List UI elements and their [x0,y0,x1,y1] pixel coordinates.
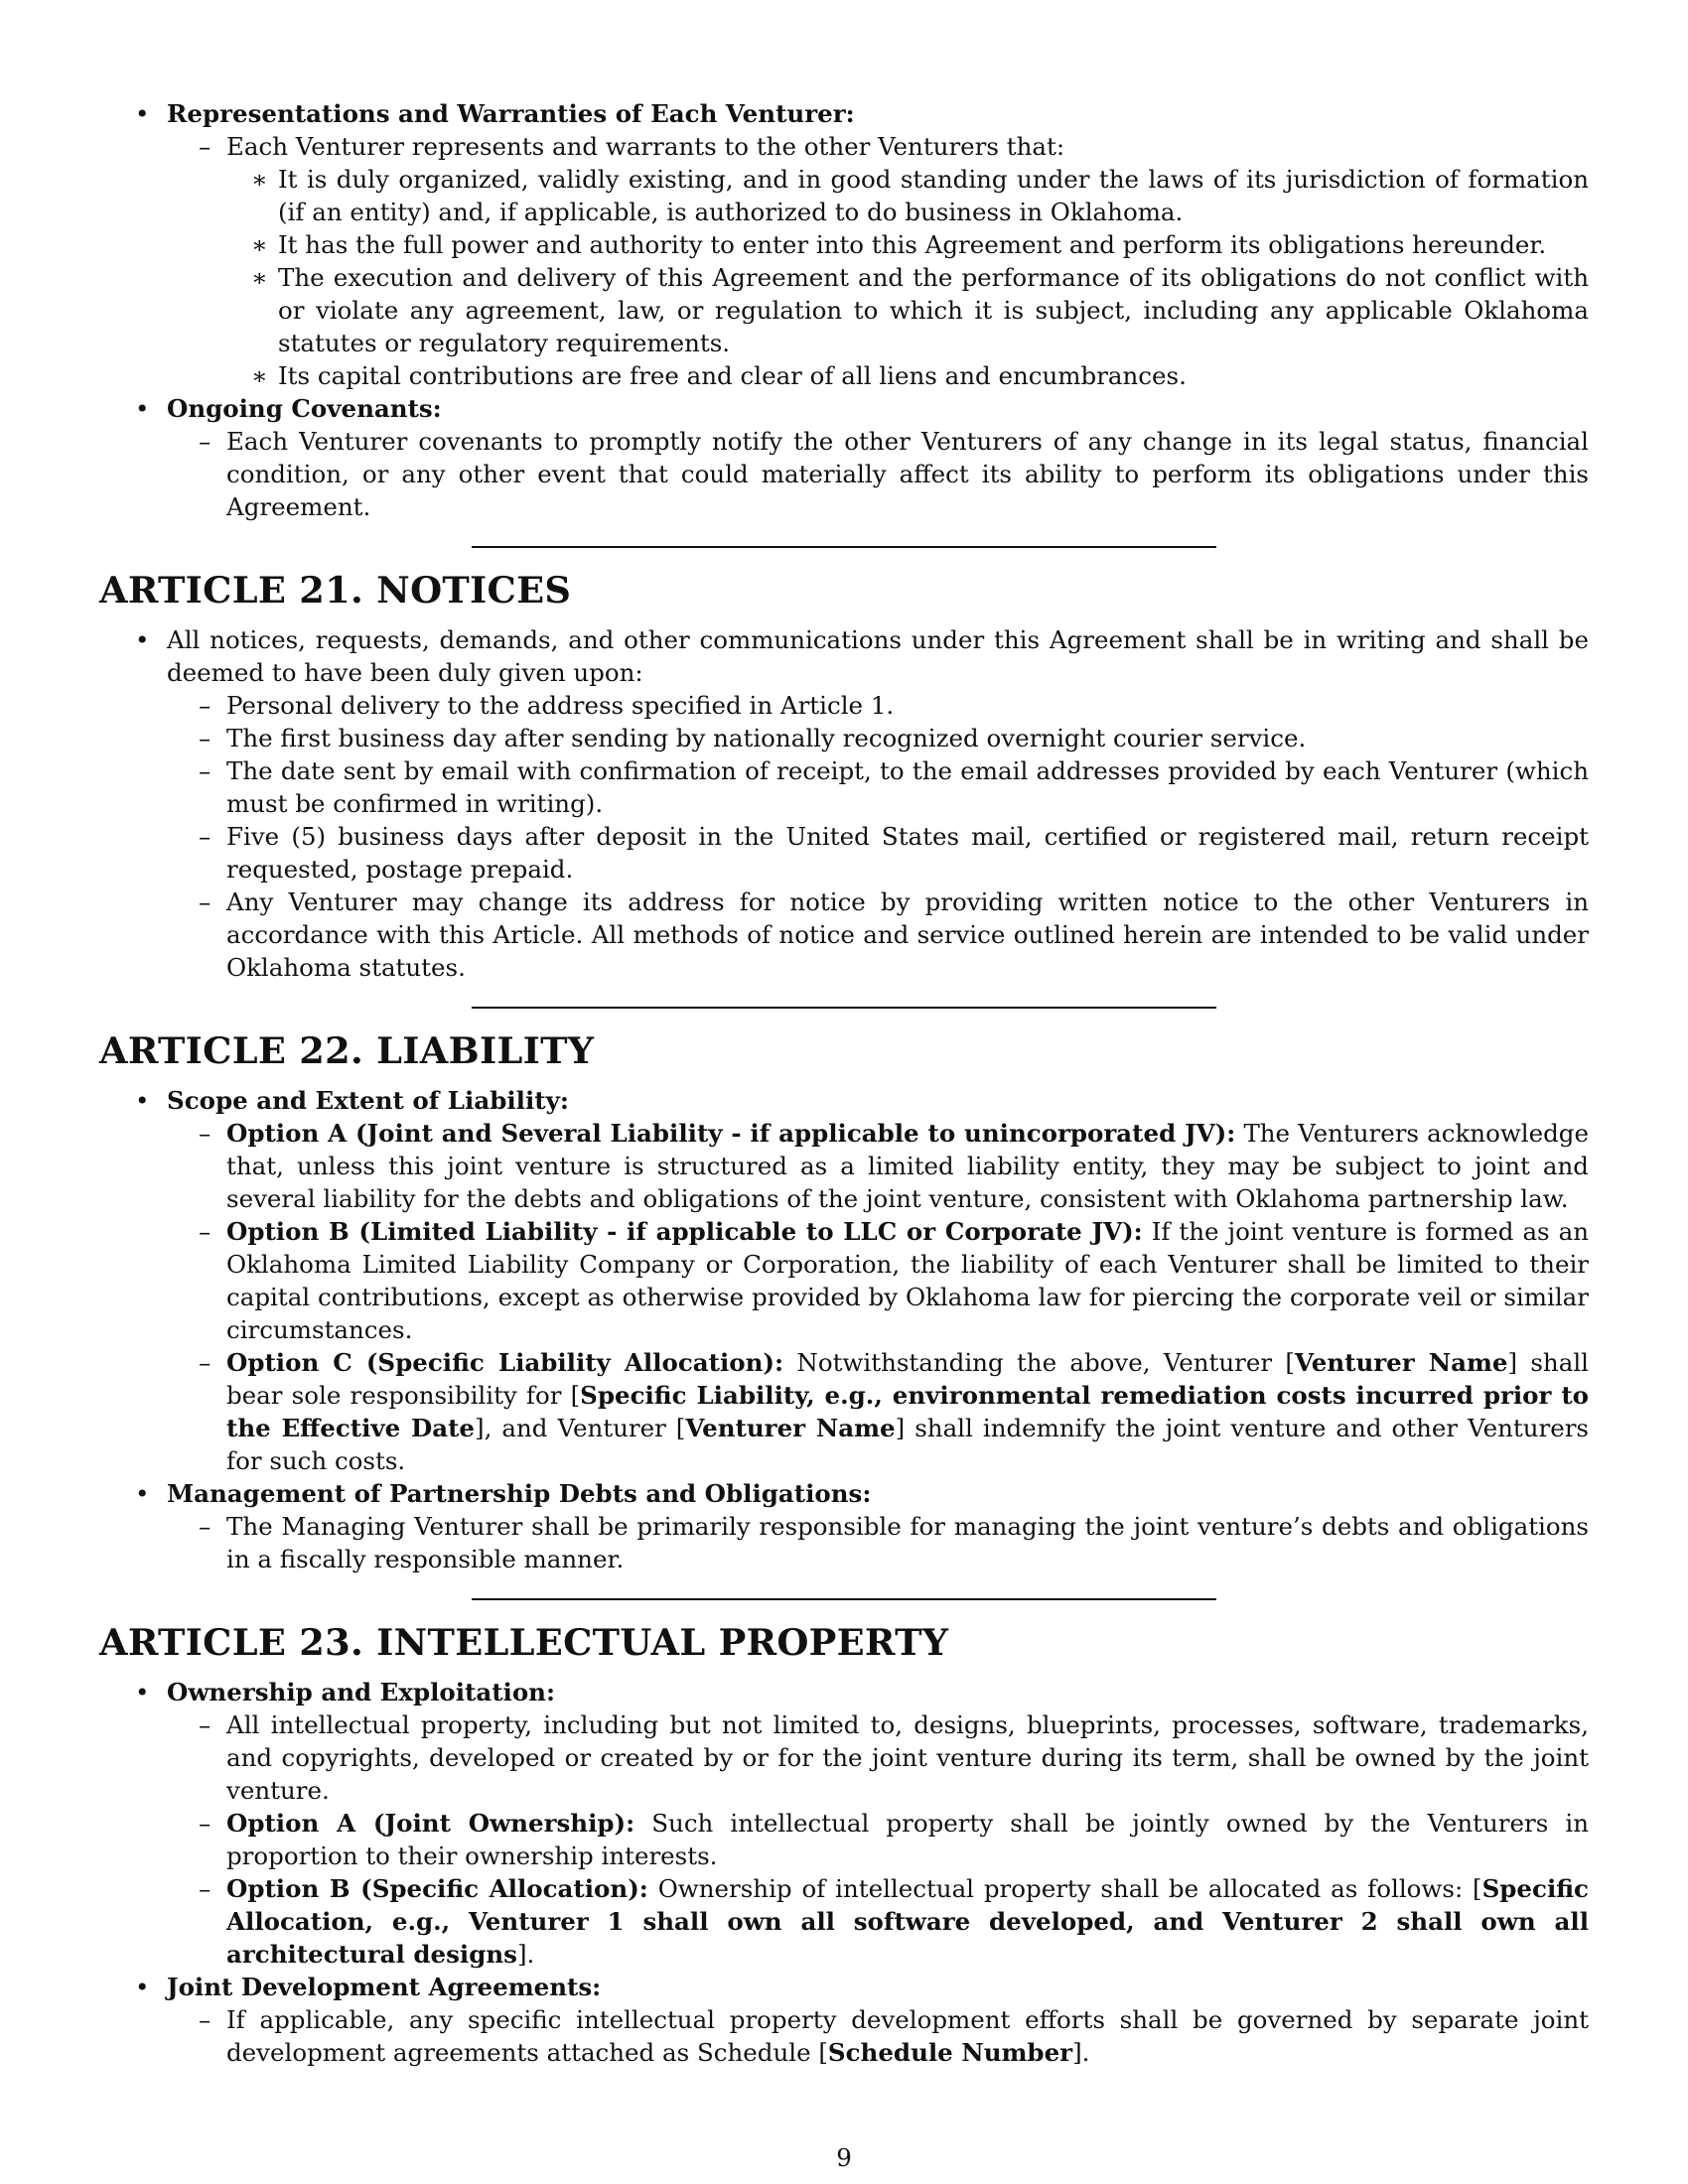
list-item [99,1477,1589,1575]
bullet-title: Ongoing Covenants: [167,394,442,423]
list-item: – All intellectual property, including but not limited to, designs, blueprints, processes, software, trademarks, and copyrights, developed or created by or for the joint venture during its term, shall be owned by the joint venture. [167,1708,1589,1807]
list-item: ∗ It has the full power and authority to enter into this Agreement and perform its obligations hereunder. [226,228,1589,261]
placeholder-field: Venturer Name [1294,1348,1508,1377]
list-item: ∗ Its capital contributions are free and clear of all liens and encumbrances. [226,359,1589,392]
liability-list [99,1084,1589,1575]
list-item: ∗ It is duly organized, validly existing, and in good standing under the laws of its jurisdiction of formation (if an entity) and, if applicable, is authorized to do business in Oklahoma. [226,163,1589,228]
bullet-title: Management of Partnership Debts and Obligations: [167,1479,872,1508]
ip-list [99,1676,1589,2069]
representations-list [99,97,1589,523]
bullet-title: Joint Development Agreements: [167,1973,602,2001]
page-number: 9 [836,2143,852,2172]
list-item: – Option C (Specific Liability Allocation): Notwithstanding the above, Venturer [Venturer Name] shall bear sole responsibility for [Specific Liability, e.g., environmental remediation costs incurred prior to the Effective Date], and Venturer [Venturer Name] shall indemnify the joint venture and other Venturers for such costs. [167,1346,1589,1477]
bullet-title: Ownership and Exploitation: [167,1678,556,1706]
placeholder-field: Specific Liability, e.g., environmental remediation costs incurred prior to the Effective Date [226,1381,1589,1442]
placeholder-field: Venturer Name [685,1414,896,1442]
list-item [99,97,1589,392]
list-item: – The Managing Venturer shall be primarily responsible for managing the joint venture’s debts and obligations in a fiscally responsible manner. [167,1510,1589,1575]
list-item: – Option B (Limited Liability - if applicable to LLC or Corporate JV): If the joint venture is formed as an Oklahoma Limited Liability Company or Corporation, the liability of each Venturer shall be limited to their capital contributions, except as otherwise provided by Oklahoma law for piercing the corporate veil or similar circumstances. [167,1215,1589,1346]
list-item: – The first business day after sending by nationally recognized overnight courier service. [167,722,1589,754]
list-item: – The date sent by email with confirmation of receipt, to the email addresses provided by each Venturer (which must be confirmed in writing). [167,754,1589,820]
article-22-heading: ARTICLE 22. LIABILITY [99,1028,595,1072]
list-item: – Option A (Joint and Several Liability - if applicable to unincorporated JV): The Venturers acknowledge that, unless this joint venture is structured as a limited liability entity, they may be subject to joint and several liability for the debts and obligations of the joint venture, consistent with Oklahoma partnership law. [167,1117,1589,1215]
bullet-title: Scope and Extent of Liability: [167,1086,569,1115]
notices-list [99,623,1589,984]
placeholder-field: Schedule Number [827,2038,1073,2067]
list-item: – Each Venturer covenants to promptly notify the other Venturers of any change in its legal status, financial condition, or any other event that could materially affect its ability to perform its obligations under this Agreement. [167,425,1589,523]
list-item [99,392,1589,523]
placeholder-field: Specific Allocation, e.g., Venturer 1 shall own all software developed, and Venturer 2 shall own all architectural designs [226,1874,1589,1969]
section-divider [472,546,1216,548]
list-item [99,1676,1589,1971]
document-page [99,97,1589,2069]
list-item [99,1084,1589,1477]
article-21-heading: ARTICLE 21. NOTICES [99,568,572,612]
list-item: – If applicable, any specific intellectual property development efforts shall be governed by separate joint development agreements attached as Schedule [Schedule Number]. [167,2003,1589,2069]
list-item: • All notices, requests, demands, and other communications under this Agreement shall be in writing and shall be deemed to have been duly given upon: – Personal delivery to the address specified in Article 1. – The first business day after sending by nationally recognized overnight courier service. – The date sent by email with confirmation of receipt, to the email addresses provided by each Venturer (which must be confirmed in writing). – Five (5) business days after deposit in the United States mail, certified or registered mail, return receipt requested, postage prepaid. – Any Venturer may change its address for notice by providing written notice to the other Venturers in accordance with this Article. All methods of notice and service outlined herein are intended to be valid under Oklahoma statutes. [99,623,1589,984]
section-divider [472,1598,1216,1600]
list-item: – Option A (Joint Ownership): Such intellectual property shall be jointly owned by the Venturers in proportion to their ownership interests. [167,1807,1589,1872]
list-item: – Personal delivery to the address specified in Article 1. [167,689,1589,722]
list-item: – Each Venturer represents and warrants to the other Venturers that: ∗ It is duly organized, validly existing, and in good standing under the laws of its jurisdiction of formation (if an entity) and, if applicable, is authorized to do business in Oklahoma. ∗ It has the full power and authority to enter into this Agreement and perform its obligations hereunder. ∗ The execution and delivery of this Agreement and the performance of its obligations do not conflict with or violate any agreement, law, or regulation to which it is subject, including any applicable Oklahoma statutes or regulatory requirements. ∗ Its capital contributions are free and clear of all liens and encumbrances. [167,130,1589,392]
list-item: – Option B (Specific Allocation): Ownership of intellectual property shall be allocated as follows: [Specific Allocation, e.g., Venturer 1 shall own all software developed, and Venturer 2 shall own all architectural designs]. [167,1872,1589,1971]
bullet-title: Representations and Warranties of Each Venturer: [167,99,855,128]
list-item: – Any Venturer may change its address for notice by providing written notice to the other Venturers in accordance with this Article. All methods of notice and service outlined herein are intended to be valid under Oklahoma statutes. [167,886,1589,984]
list-item: – Five (5) business days after deposit in the United States mail, certified or registered mail, return receipt requested, postage prepaid. [167,820,1589,886]
list-item [99,1971,1589,2069]
section-divider [472,1007,1216,1009]
list-item: ∗ The execution and delivery of this Agreement and the performance of its obligations do not conflict with or violate any agreement, law, or regulation to which it is subject, including any applicable Oklahoma statutes or regulatory requirements. [226,261,1589,359]
article-23-heading: ARTICLE 23. INTELLECTUAL PROPERTY [99,1620,949,1664]
